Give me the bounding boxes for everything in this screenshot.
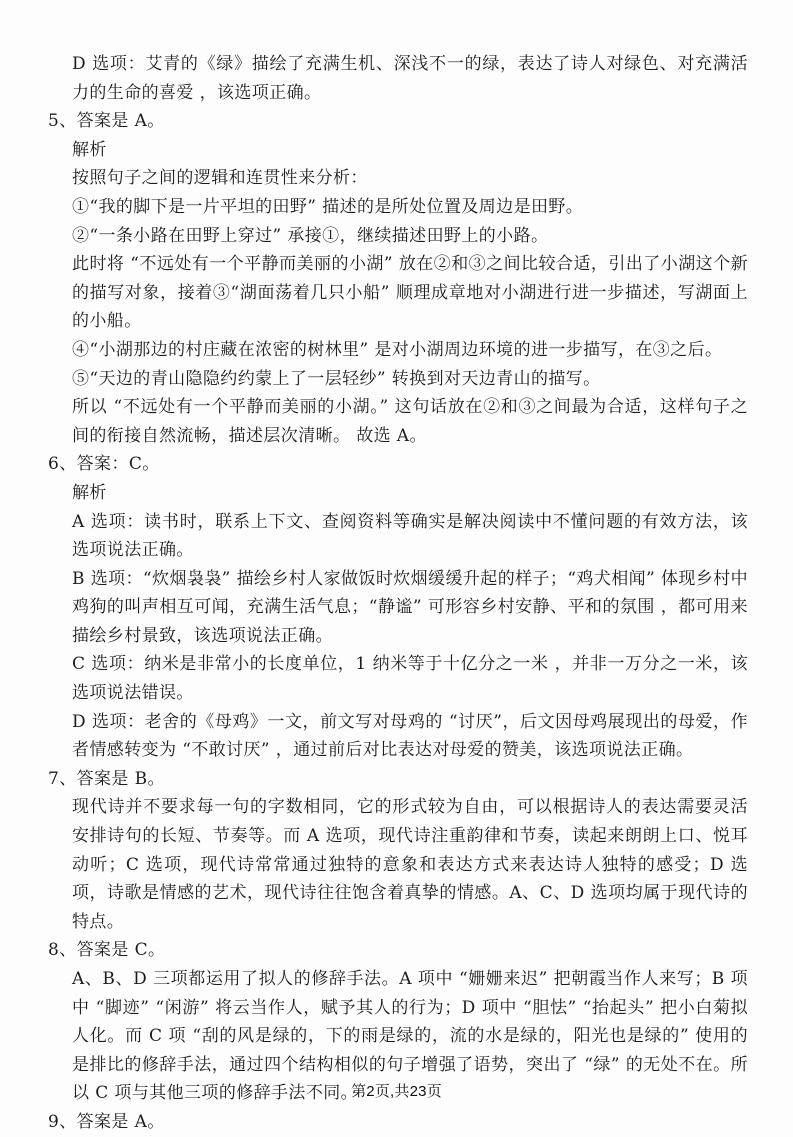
answer-explanation-paragraph: A、B、D 三项都运用了拟人的修辞手法。A 项中 “姗姗来迟” 把朝霞当作人来写；B 项中 “脚迹” “闲游” 将云当作人，赋予其人的行为；D 项中 “胆怯” “抬起头” 把小白菊拟人化。而 C 项 “刮的风是绿的，下的雨是绿的，流的水是绿的，阳光也是绿的” 使用的是排比的修辞手法，通过四个结构相似的句子增强了语势，突出了 “绿” 的无处不在。所以 C 项与其他三项的修辞手法不同。 (72, 969, 748, 1104)
answer-explanation-paragraph: C 选项：纳米是非常小的长度单位，1 纳米等于十亿分之一米 ，并非一万分之一米，该选项说法错误。 (72, 654, 748, 704)
answer-explanation-paragraph: 解析 (72, 139, 107, 160)
answer-explanation-paragraph: ④“小湖那边的村庄藏在浓密的树林里” 是对小湖周边环境的进一步描写，在③之后。 (72, 339, 723, 360)
answer-explanation-paragraph: B 选项：“炊烟袅袅” 描绘乡村人家做饭时炊烟缓缓升起的样子；“鸡犬相闻” 体现乡村中鸡狗的叫声相互可闻，充满生活气息；“静谧” 可形容乡村安静、平和的氛围 ，都可用来描绘乡村景致，该选项说法正确。 (72, 568, 748, 646)
document-body (48, 50, 748, 1137)
answer-explanation-paragraph: 此时将 “不远处有一个平静而美丽的小湖” 放在②和③之间比较合适，引出了小湖这个新的描写对象，接着③“湖面荡着几只小船” 顺理成章地对小湖进行进一步描述，写湖面上的小船。 (72, 254, 748, 332)
answer-explanation-paragraph: 解析 (72, 482, 107, 503)
answer-item-heading: 6、答案：C。 (48, 454, 160, 475)
answer-item-heading: 7、答案是 B。 (48, 768, 165, 789)
answer-item-heading: 9、答案是 A。 (48, 1111, 165, 1132)
answer-explanation-paragraph: ⑤“天边的青山隐隐约约蒙上了一层轻纱” 转换到对天边青山的描写。 (72, 368, 601, 389)
answer-item-heading: 5、答案是 A。 (48, 111, 165, 132)
answer-explanation-paragraph: 按照句子之间的逻辑和连贯性来分析： (72, 168, 368, 189)
answer-explanation-paragraph: ①“我的脚下是一片平坦的田野” 描述的是所处位置及周边是田野。 (72, 196, 584, 217)
answer-item-heading: 8、答案是 C。 (48, 940, 166, 961)
answer-explanation-paragraph: 所以 “不远处有一个平静而美丽的小湖。” 这句话放在②和③之间最为合适，这样句子之间的衔接自然流畅，描述层次清晰。 故选 A。 (72, 397, 748, 446)
page-number-footer: 第2页,共23页 (351, 1083, 442, 1100)
answer-explanation-paragraph: D 选项：艾青的《绿》描绘了充满生机、深浅不一的绿，表达了诗人对绿色、对充满活力的生命的喜爱 ，该选项正确。 (72, 54, 748, 103)
answer-explanation-paragraph: D 选项：老舍的《母鸡》一文，前文写对母鸡的 “讨厌”，后文因母鸡展现出的母爱，作者情感转变为 “不敢讨厌” ，通过前后对比表达对母爱的赞美，该选项说法正确。 (72, 711, 748, 761)
answer-explanation-paragraph: A 选项：读书时，联系上下文、查阅资料等确实是解决阅读中不懂问题的有效方法，该选项说法正确。 (72, 511, 748, 561)
answer-explanation-paragraph: ②“一条小路在田野上穿过” 承接①，继续描述田野上的小路。 (72, 225, 549, 246)
answer-explanation-paragraph: 现代诗并不要求每一句的字数相同，它的形式较为自由，可以根据诗人的表达需要灵活安排诗句的长短、节奏等。而 A 选项，现代诗注重韵律和节奏，读起来朗朗上口、悦耳动听；C 选项，现代诗常常通过独特的意象和表达方式来表达诗人独特的感受；D 选项，诗歌是情感的艺术，现代诗往往饱含着真挚的情感。A、C、D 选项均属于现代诗的特点。 (72, 797, 748, 932)
